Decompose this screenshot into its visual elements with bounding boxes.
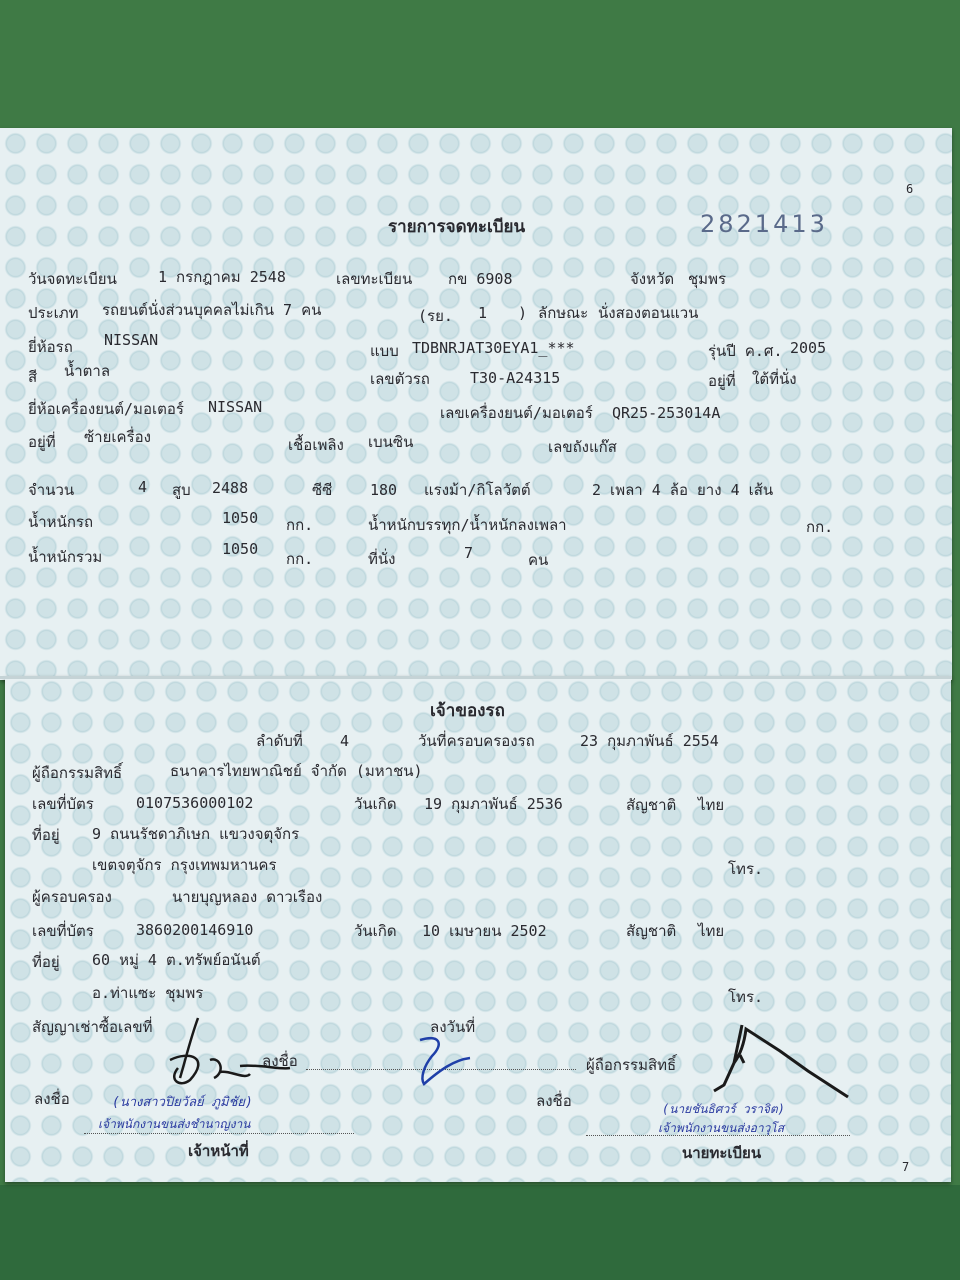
owner-dob-label: วันเกิด bbox=[354, 795, 397, 813]
engine-brand-label: ยี่ห้อเครื่องยนต์/มอเตอร์ bbox=[28, 400, 184, 418]
seats: 7 bbox=[464, 544, 474, 562]
page-fold bbox=[0, 676, 952, 679]
official-title-line bbox=[84, 1132, 354, 1134]
section-title-registration: รายการจดทะเบียน bbox=[388, 217, 526, 237]
engine-location: ซ้ายเครื่อง bbox=[84, 428, 151, 446]
model-year: 2005 bbox=[790, 339, 827, 357]
owner-address-line2: เขตจตุจักร กรุงเทพมหานคร bbox=[92, 856, 277, 874]
holder-id: 3860200146910 bbox=[136, 921, 254, 939]
vehicle-weight: 1050 bbox=[222, 509, 259, 527]
seats-label: ที่นั่ง bbox=[368, 550, 396, 568]
stamp-number: 2821413 bbox=[700, 210, 828, 238]
reg-date: 1 กรกฎาคม 2548 bbox=[158, 268, 286, 286]
holder-signature bbox=[150, 1010, 300, 1090]
rs-value: 1 bbox=[478, 304, 488, 322]
registrar-signature bbox=[700, 1015, 860, 1100]
official-name: (นางสาวปิยวัลย์ ภูมิชัย) bbox=[112, 1095, 253, 1110]
section-title-owner: เจ้าของรถ bbox=[430, 701, 505, 721]
page-number-top: 6 bbox=[906, 182, 914, 196]
horsepower: 180 bbox=[370, 481, 398, 499]
holder-name: นายบุญหลอง ดาวเรือง bbox=[172, 888, 323, 906]
holder-sign-label: ลงชื่อ bbox=[262, 1052, 298, 1070]
owner-phone-label: โทร. bbox=[728, 860, 764, 878]
brand-label: ยี่ห้อรถ bbox=[28, 338, 73, 356]
owner-sign-label: ผู้ถือกรรมสิทธิ์ bbox=[586, 1056, 677, 1074]
cc-label: ซีซี bbox=[312, 481, 333, 499]
total-weight: 1050 bbox=[222, 540, 259, 558]
official-title: เจ้าพนักงานขนส่งชำนาญงาน bbox=[98, 1117, 251, 1131]
vehicle-type: รถยนต์นั่งส่วนบุคคลไม่เกิน 7 คน bbox=[102, 301, 322, 319]
holder-nationality: ไทย bbox=[698, 922, 725, 940]
rs-close: ) bbox=[518, 304, 528, 322]
owner-nationality: ไทย bbox=[698, 796, 725, 814]
year-label: รุ่นปี ค.ศ. bbox=[708, 342, 783, 360]
owner-id: 0107536000102 bbox=[136, 794, 254, 812]
load-weight-label: น้ำหนักบรรทุก/น้ำหนักลงเพลา bbox=[368, 516, 567, 534]
engine-number-label: เลขเครื่องยนต์/มอเตอร์ bbox=[440, 404, 593, 422]
official-role: เจ้าหน้าที่ bbox=[188, 1142, 249, 1160]
plate-label: เลขทะเบียน bbox=[336, 270, 413, 288]
chassis-label: เลขตัวรถ bbox=[370, 370, 430, 388]
order-number: 4 bbox=[340, 732, 350, 750]
owner-address-line1: 9 ถนนรัชดาภิเษก แขวงจตุจักร bbox=[92, 825, 300, 843]
owner-signature bbox=[410, 1030, 480, 1090]
fuel: เบนซิน bbox=[368, 433, 414, 451]
owner-label: ผู้ถือกรรมสิทธิ์ bbox=[32, 764, 123, 782]
holder-address-line2: อ.ท่าแซะ ชุมพร bbox=[92, 984, 204, 1002]
horsepower-label: แรงม้า/กิโลวัตต์ bbox=[424, 481, 531, 499]
holder-address-label: ที่อยู่ bbox=[32, 953, 60, 971]
page-number-bottom: 7 bbox=[902, 1160, 910, 1174]
weight-label: น้ำหนักรถ bbox=[28, 513, 94, 531]
owner-name: ธนาคารไทยพาณิชย์ จำกัด (มหาชน) bbox=[170, 762, 423, 780]
registrar-sign-label: ลงชื่อ bbox=[536, 1092, 572, 1110]
registrar-role: นายทะเบียน bbox=[682, 1144, 762, 1162]
chassis-location-label: อยู่ที่ bbox=[708, 372, 736, 390]
total-weight-unit: กก. bbox=[286, 550, 314, 568]
holder-id-label: เลขที่บัตร bbox=[32, 922, 94, 940]
holder-dob: 10 เมษายน 2502 bbox=[422, 922, 547, 940]
gas-tank-label: เลขถังแก๊ส bbox=[548, 438, 617, 456]
holder-phone-label: โทร. bbox=[728, 988, 764, 1006]
province-label: จังหวัด bbox=[630, 270, 675, 288]
engine-location-label: อยู่ที่ bbox=[28, 433, 56, 451]
contract-label: สัญญาเช่าซื้อเลขที่ bbox=[32, 1018, 153, 1036]
chassis-location: ใต้ที่นั่ง bbox=[752, 370, 797, 388]
owner-dob: 19 กุมภาพันธ์ 2536 bbox=[424, 795, 563, 813]
registrar-name: (นายชันธิศวร์ วราจิต) bbox=[662, 1102, 785, 1116]
registrar-title: เจ้าพนักงานขนส่งอาวุโส bbox=[658, 1121, 785, 1135]
holder-dob-label: วันเกิด bbox=[354, 922, 397, 940]
owner-id-label: เลขที่บัตร bbox=[32, 795, 94, 813]
province: ชุมพร bbox=[688, 270, 727, 288]
style-label: ลักษณะ bbox=[538, 304, 589, 322]
persons-label: คน bbox=[528, 551, 549, 569]
desk-background bbox=[0, 1185, 960, 1280]
cylinders: 4 bbox=[138, 478, 148, 496]
model: TDBNRJAT30EYA1_*** bbox=[412, 339, 575, 357]
owner-nationality-label: สัญชาติ bbox=[626, 796, 677, 814]
engine-cc: 2488 bbox=[212, 479, 249, 497]
type-label: ประเภท bbox=[28, 304, 79, 322]
engine-number: QR25-253014A bbox=[612, 404, 721, 422]
brand: NISSAN bbox=[104, 331, 159, 349]
order-label: ลำดับที่ bbox=[256, 732, 303, 750]
plate: กข 6908 bbox=[448, 270, 513, 288]
color-label: สี bbox=[28, 368, 38, 386]
rs-label: (รย. bbox=[418, 307, 453, 325]
possession-date: 23 กุมภาพันธ์ 2554 bbox=[580, 732, 719, 750]
official-sign-label: ลงชื่อ bbox=[34, 1090, 70, 1108]
holder-label: ผู้ครอบครอง bbox=[32, 888, 112, 906]
possession-date-label: วันที่ครอบครองรถ bbox=[418, 732, 535, 750]
chassis-number: T30-A24315 bbox=[470, 369, 561, 387]
vehicle-style: นั่งสองตอนแวน bbox=[598, 304, 699, 322]
owner-address-label: ที่อยู่ bbox=[32, 826, 60, 844]
weight-unit: กก. bbox=[286, 516, 314, 534]
holder-address-line1: 60 หมู่ 4 ต.ทรัพย์อนันต์ bbox=[92, 951, 261, 969]
quantity-label: จำนวน bbox=[28, 481, 75, 499]
model-label: แบบ bbox=[370, 342, 399, 360]
axles-wheels: 2 เพลา 4 ล้อ ยาง 4 เส้น bbox=[592, 481, 774, 499]
load-weight-unit: กก. bbox=[806, 518, 834, 536]
holder-nationality-label: สัญชาติ bbox=[626, 922, 677, 940]
engine-brand: NISSAN bbox=[208, 398, 263, 416]
sign-date-label: ลงวันที่ bbox=[430, 1018, 476, 1036]
reg-date-label: วันจดทะเบียน bbox=[28, 270, 117, 288]
total-weight-label: น้ำหนักรวม bbox=[28, 548, 103, 566]
color: น้ำตาล bbox=[64, 362, 111, 380]
fuel-label: เชื้อเพลิง bbox=[288, 436, 344, 454]
registrar-title-line bbox=[586, 1134, 850, 1136]
cylinder-label: สูบ bbox=[172, 481, 191, 499]
